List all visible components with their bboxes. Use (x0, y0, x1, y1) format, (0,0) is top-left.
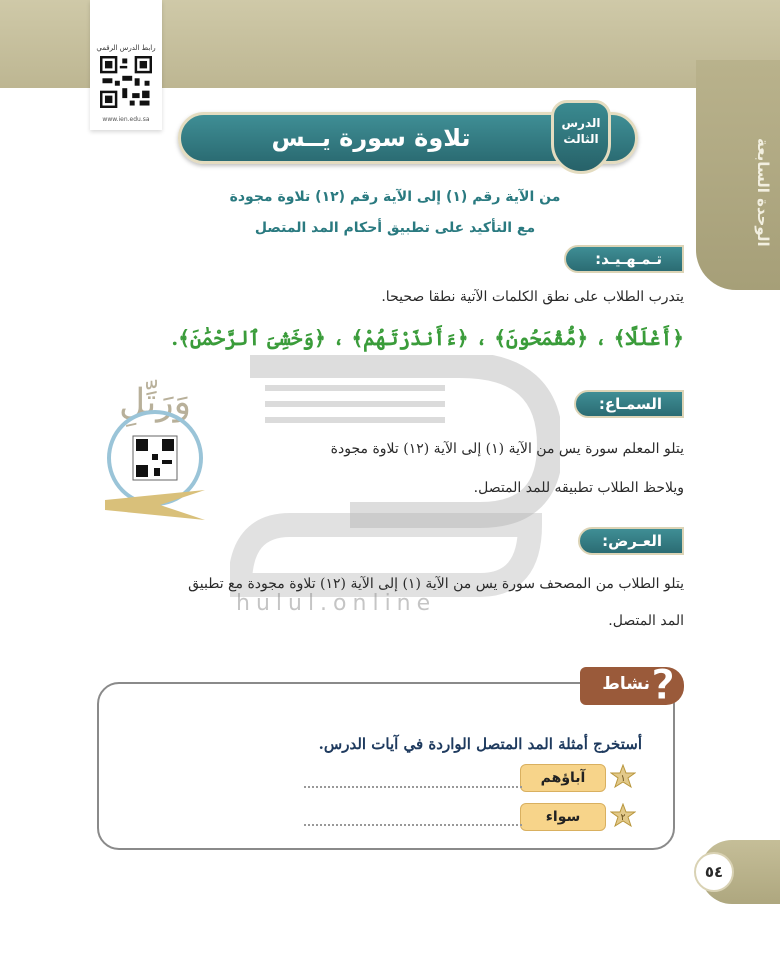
presentation-text-line2: المد المتصل. (608, 613, 684, 629)
listening-text-line2: ويلاحظ الطلاب تطبيقه للمد المتصل. (473, 480, 684, 496)
presentation-heading: العـرض: (578, 527, 684, 555)
listening-text-line1: يتلو المعلم سورة يس من الآية (١) إلى الآية (١٢) تلاوة مجودة (330, 441, 684, 457)
lesson-title: تلاوة سورة يــس (271, 124, 471, 152)
watermark-text: hulul.online (236, 591, 437, 616)
answer-dotted-line (304, 824, 522, 826)
ornament-star-icon (610, 803, 636, 829)
activity-label: نشاط (602, 674, 650, 694)
qr-caption: رابط الدرس الرقمي (96, 44, 156, 52)
unit-side-tab-label: الوحدة السابعة (754, 138, 772, 247)
answer-number: ١ (620, 774, 626, 784)
rattil-qr-emblem[interactable] (100, 370, 210, 538)
intro-text: يتدرب الطلاب على نطق الكلمات الآتية نطقا صحيحا. (381, 289, 684, 305)
svg-text:?: ? (650, 661, 676, 705)
intro-verse-words: ﴿أَغْلَلًا﴾ ، ﴿مُّقْمَحُونَ﴾ ، ﴿ءَأَنذَرْتَهُمْ﴾ ، ﴿وَخَشِىَ ٱلرَّحْمَٰنَ﴾. (171, 326, 684, 350)
lesson-badge-line1: الدرس (561, 116, 601, 130)
digital-lesson-qr-card[interactable] (90, 0, 162, 130)
lesson-number-badge (551, 100, 611, 174)
page-number: ٥٤ (694, 852, 734, 892)
subtitle-line1: من الآية رقم (١) إلى الآية رقم (١٢) تلاوة مجودة (229, 189, 561, 205)
lesson-subtitle (200, 182, 590, 244)
answer-chip[interactable]: سواء (520, 803, 606, 831)
question-mark-icon (648, 661, 678, 705)
answer-dotted-line (304, 786, 522, 788)
activity-instruction: أستخرج أمثلة المد المتصل الواردة في آيات الدرس. (318, 735, 642, 753)
presentation-text-line1: يتلو الطلاب من المصحف سورة يس من الآية (١) إلى الآية (١٢) تلاوة مجودة مع تطبيق (188, 576, 684, 592)
answer-number: ٢ (620, 813, 626, 823)
subtitle-line2: مع التأكيد على تطبيق أحكام المد المتصل (254, 220, 536, 236)
answer-chip[interactable]: آباؤهم (520, 764, 606, 792)
rattil-label: وَرَتِّلِ (118, 382, 192, 423)
qr-code-icon[interactable] (100, 56, 152, 108)
intro-heading: تـمـهـيـد: (564, 245, 684, 273)
listening-heading: السمـاع: (574, 390, 684, 418)
qr-url: www.ien.edu.sa (102, 116, 150, 123)
ornament-star-icon (610, 764, 636, 790)
lesson-badge-line2: الثالث (563, 132, 599, 146)
unit-side-tab (696, 60, 780, 290)
activity-badge (580, 661, 684, 705)
